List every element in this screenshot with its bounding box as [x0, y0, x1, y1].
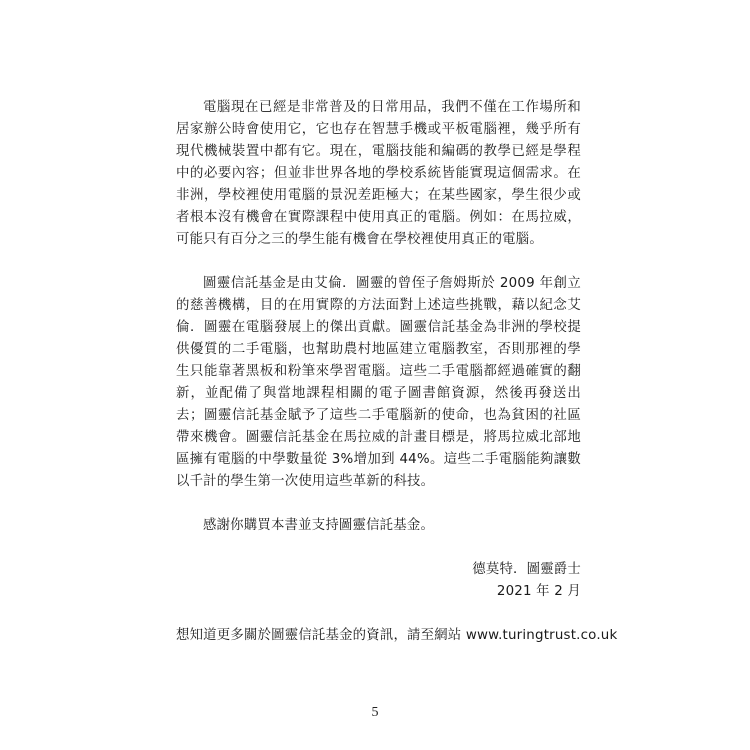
page-body — [176, 97, 618, 647]
signature-name: 德莫特．圖靈爵士 — [472, 562, 581, 577]
paragraph-turing-trust: 圖靈信託基金是由艾倫．圖靈的曾侄子詹姆斯於 2009 年創立的慈善機構，目的在用實際的方法面對上述這些挑戰，藉以紀念艾倫．圖靈在電腦發展上的傑出貢獻。圖靈信託基金為非洲的學校提供優質的二手電腦，也幫助農村地區建立電腦教室，否則那裡的學生只能靠著黑板和粉筆來學習電腦。這些二手電腦都經過確實的翻新，並配備了與當地課程相關的電子圖書館資源，然後再發送出去；圖靈信託基金賦予了這些二手電腦新的使命，也為貧困的社區帶來機會。圖靈信託基金在馬拉威的計畫目標是，將馬拉威北部地區擁有電腦的中學數量從 3%增加到 44%。這些二手電腦能夠讓數以千計的學生第一次使用這些革新的科技。 — [176, 276, 581, 489]
paragraph-thanks: 感謝你購買本書並支持圖靈信託基金。 — [203, 518, 435, 533]
website-note: 想知道更多關於圖靈信託基金的資訊，請至網站 www.turingtrust.co.uk — [176, 628, 618, 643]
paragraph-computers-in-africa: 電腦現在已經是非常普及的日常用品，我們不僅在工作場所和居家辦公時會使用它，它也存在智慧手機或平板電腦裡，幾乎所有現代機械裝置中都有它。現在，電腦技能和編碼的教學已經是學程中的必要內容；但並非世界各地的學校系統皆能實現這個需求。在非洲，學校裡使用電腦的景況差距極大；在某些國家，學生很少或者根本沒有機會在實際課程中使用真正的電腦。例如：在馬拉威，可能只有百分之三的學生能有機會在學校裡使用真正的電腦。 — [176, 100, 581, 247]
signature-date: 2021 年 2 月 — [496, 584, 581, 599]
signature-block — [176, 559, 581, 603]
page-number: 5 — [371, 705, 379, 720]
